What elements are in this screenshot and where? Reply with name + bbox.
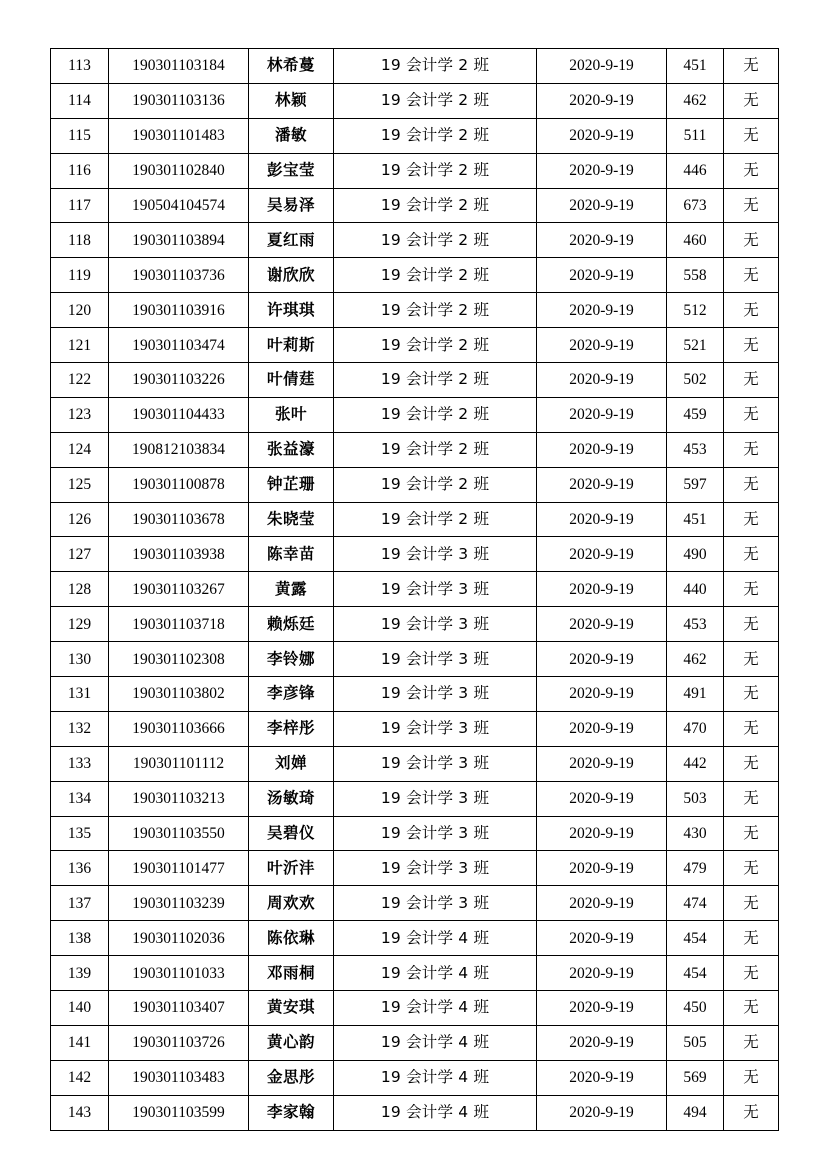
cell-student-id: 190301103407 [109, 991, 249, 1026]
cell-sequence-number: 134 [51, 781, 109, 816]
cell-score: 558 [667, 258, 724, 293]
table-row [51, 1025, 779, 1060]
cell-student-id: 190812103834 [109, 432, 249, 467]
table-row [51, 886, 779, 921]
cell-date: 2020-9-19 [537, 293, 667, 328]
cell-student-id: 190301100878 [109, 467, 249, 502]
cell-class-name: 19 会计学 2 班 [334, 83, 537, 118]
table-row [51, 677, 779, 712]
cell-class-name: 19 会计学 4 班 [334, 991, 537, 1026]
cell-date: 2020-9-19 [537, 746, 667, 781]
cell-class-name: 19 会计学 4 班 [334, 1025, 537, 1060]
cell-score: 453 [667, 432, 724, 467]
cell-remark: 无 [724, 502, 779, 537]
cell-score: 474 [667, 886, 724, 921]
cell-remark: 无 [724, 83, 779, 118]
cell-student-id: 190301103736 [109, 258, 249, 293]
cell-date: 2020-9-19 [537, 642, 667, 677]
cell-student-name: 张叶 [249, 397, 334, 432]
cell-remark: 无 [724, 467, 779, 502]
cell-date: 2020-9-19 [537, 363, 667, 398]
cell-class-name: 19 会计学 2 班 [334, 118, 537, 153]
cell-student-name: 朱晓莹 [249, 502, 334, 537]
cell-student-name: 夏红雨 [249, 223, 334, 258]
cell-remark: 无 [724, 118, 779, 153]
cell-student-name: 吴碧仪 [249, 816, 334, 851]
cell-score: 503 [667, 781, 724, 816]
cell-score: 454 [667, 921, 724, 956]
cell-remark: 无 [724, 258, 779, 293]
cell-sequence-number: 139 [51, 956, 109, 991]
cell-date: 2020-9-19 [537, 1060, 667, 1095]
table-row [51, 991, 779, 1026]
cell-student-id: 190301103226 [109, 363, 249, 398]
cell-sequence-number: 113 [51, 49, 109, 84]
cell-date: 2020-9-19 [537, 49, 667, 84]
table-row [51, 293, 779, 328]
table-row [51, 432, 779, 467]
cell-remark: 无 [724, 432, 779, 467]
cell-student-id: 190301103894 [109, 223, 249, 258]
cell-student-name: 潘敏 [249, 118, 334, 153]
cell-score: 451 [667, 49, 724, 84]
cell-score: 450 [667, 991, 724, 1026]
cell-class-name: 19 会计学 4 班 [334, 1095, 537, 1130]
cell-class-name: 19 会计学 3 班 [334, 781, 537, 816]
cell-sequence-number: 119 [51, 258, 109, 293]
cell-student-name: 周欢欢 [249, 886, 334, 921]
cell-class-name: 19 会计学 3 班 [334, 711, 537, 746]
table-row [51, 607, 779, 642]
cell-class-name: 19 会计学 2 班 [334, 223, 537, 258]
cell-remark: 无 [724, 711, 779, 746]
cell-score: 521 [667, 328, 724, 363]
roster-table-container [50, 48, 778, 1131]
cell-student-id: 190301102840 [109, 153, 249, 188]
cell-score: 597 [667, 467, 724, 502]
cell-score: 459 [667, 397, 724, 432]
cell-remark: 无 [724, 223, 779, 258]
cell-remark: 无 [724, 1095, 779, 1130]
table-row [51, 711, 779, 746]
cell-score: 470 [667, 711, 724, 746]
cell-student-name: 陈依琳 [249, 921, 334, 956]
table-row [51, 956, 779, 991]
cell-date: 2020-9-19 [537, 153, 667, 188]
table-row [51, 467, 779, 502]
cell-remark: 无 [724, 49, 779, 84]
cell-sequence-number: 116 [51, 153, 109, 188]
table-row [51, 781, 779, 816]
cell-student-id: 190301104433 [109, 397, 249, 432]
cell-date: 2020-9-19 [537, 258, 667, 293]
cell-date: 2020-9-19 [537, 781, 667, 816]
cell-student-id: 190301103474 [109, 328, 249, 363]
table-row [51, 851, 779, 886]
cell-student-name: 李梓彤 [249, 711, 334, 746]
cell-date: 2020-9-19 [537, 677, 667, 712]
cell-student-id: 190301102036 [109, 921, 249, 956]
cell-score: 569 [667, 1060, 724, 1095]
cell-sequence-number: 124 [51, 432, 109, 467]
cell-student-name: 李家翰 [249, 1095, 334, 1130]
cell-class-name: 19 会计学 3 班 [334, 572, 537, 607]
cell-student-id: 190301103136 [109, 83, 249, 118]
cell-class-name: 19 会计学 3 班 [334, 537, 537, 572]
cell-student-id: 190504104574 [109, 188, 249, 223]
table-row [51, 118, 779, 153]
table-row [51, 502, 779, 537]
cell-student-id: 190301103938 [109, 537, 249, 572]
cell-score: 505 [667, 1025, 724, 1060]
cell-sequence-number: 117 [51, 188, 109, 223]
cell-student-name: 李彦锋 [249, 677, 334, 712]
cell-remark: 无 [724, 642, 779, 677]
cell-student-name: 陈幸苗 [249, 537, 334, 572]
table-row [51, 83, 779, 118]
cell-sequence-number: 118 [51, 223, 109, 258]
cell-student-id: 190301101483 [109, 118, 249, 153]
cell-score: 454 [667, 956, 724, 991]
table-row [51, 223, 779, 258]
cell-score: 462 [667, 642, 724, 677]
cell-date: 2020-9-19 [537, 118, 667, 153]
cell-student-id: 190301103666 [109, 711, 249, 746]
cell-class-name: 19 会计学 2 班 [334, 432, 537, 467]
cell-sequence-number: 128 [51, 572, 109, 607]
table-row [51, 397, 779, 432]
cell-remark: 无 [724, 607, 779, 642]
cell-sequence-number: 142 [51, 1060, 109, 1095]
table-row [51, 49, 779, 84]
table-row [51, 642, 779, 677]
cell-sequence-number: 140 [51, 991, 109, 1026]
cell-student-name: 汤敏琦 [249, 781, 334, 816]
cell-student-id: 190301103718 [109, 607, 249, 642]
cell-remark: 无 [724, 293, 779, 328]
cell-class-name: 19 会计学 4 班 [334, 921, 537, 956]
cell-date: 2020-9-19 [537, 851, 667, 886]
table-row [51, 258, 779, 293]
cell-student-name: 黄心韵 [249, 1025, 334, 1060]
roster-table-body [51, 49, 779, 1131]
cell-class-name: 19 会计学 3 班 [334, 886, 537, 921]
cell-score: 462 [667, 83, 724, 118]
cell-student-id: 190301103550 [109, 816, 249, 851]
cell-score: 512 [667, 293, 724, 328]
cell-score: 490 [667, 537, 724, 572]
cell-sequence-number: 127 [51, 537, 109, 572]
cell-class-name: 19 会计学 2 班 [334, 363, 537, 398]
cell-date: 2020-9-19 [537, 607, 667, 642]
cell-remark: 无 [724, 363, 779, 398]
cell-score: 502 [667, 363, 724, 398]
cell-score: 446 [667, 153, 724, 188]
table-row [51, 188, 779, 223]
cell-student-id: 190301103483 [109, 1060, 249, 1095]
table-row [51, 537, 779, 572]
cell-remark: 无 [724, 781, 779, 816]
cell-date: 2020-9-19 [537, 816, 667, 851]
cell-sequence-number: 114 [51, 83, 109, 118]
cell-date: 2020-9-19 [537, 397, 667, 432]
cell-sequence-number: 122 [51, 363, 109, 398]
cell-class-name: 19 会计学 2 班 [334, 49, 537, 84]
cell-class-name: 19 会计学 3 班 [334, 816, 537, 851]
cell-student-name: 叶倩莛 [249, 363, 334, 398]
cell-student-id: 190301102308 [109, 642, 249, 677]
cell-student-name: 叶沂沣 [249, 851, 334, 886]
cell-date: 2020-9-19 [537, 886, 667, 921]
cell-class-name: 19 会计学 3 班 [334, 607, 537, 642]
cell-score: 453 [667, 607, 724, 642]
cell-sequence-number: 125 [51, 467, 109, 502]
cell-student-name: 林颖 [249, 83, 334, 118]
cell-remark: 无 [724, 537, 779, 572]
cell-student-name: 许琪琪 [249, 293, 334, 328]
cell-date: 2020-9-19 [537, 921, 667, 956]
table-row [51, 746, 779, 781]
cell-class-name: 19 会计学 3 班 [334, 642, 537, 677]
cell-remark: 无 [724, 886, 779, 921]
cell-student-id: 190301103213 [109, 781, 249, 816]
table-row [51, 328, 779, 363]
cell-sequence-number: 135 [51, 816, 109, 851]
cell-student-name: 邓雨桐 [249, 956, 334, 991]
cell-student-name: 张益濠 [249, 432, 334, 467]
cell-remark: 无 [724, 1025, 779, 1060]
cell-score: 494 [667, 1095, 724, 1130]
cell-student-id: 190301103726 [109, 1025, 249, 1060]
cell-date: 2020-9-19 [537, 83, 667, 118]
cell-sequence-number: 115 [51, 118, 109, 153]
cell-student-id: 190301103184 [109, 49, 249, 84]
cell-sequence-number: 138 [51, 921, 109, 956]
cell-remark: 无 [724, 397, 779, 432]
cell-date: 2020-9-19 [537, 1095, 667, 1130]
cell-student-name: 黄露 [249, 572, 334, 607]
cell-class-name: 19 会计学 2 班 [334, 502, 537, 537]
cell-remark: 无 [724, 991, 779, 1026]
cell-date: 2020-9-19 [537, 432, 667, 467]
cell-class-name: 19 会计学 2 班 [334, 328, 537, 363]
cell-sequence-number: 136 [51, 851, 109, 886]
table-row [51, 363, 779, 398]
cell-remark: 无 [724, 677, 779, 712]
cell-student-id: 190301101477 [109, 851, 249, 886]
cell-date: 2020-9-19 [537, 1025, 667, 1060]
cell-sequence-number: 132 [51, 711, 109, 746]
cell-class-name: 19 会计学 2 班 [334, 188, 537, 223]
cell-student-name: 谢欣欣 [249, 258, 334, 293]
cell-student-name: 彭宝莹 [249, 153, 334, 188]
cell-remark: 无 [724, 188, 779, 223]
cell-student-id: 190301103267 [109, 572, 249, 607]
cell-student-name: 李铃娜 [249, 642, 334, 677]
cell-date: 2020-9-19 [537, 223, 667, 258]
cell-student-name: 刘婵 [249, 746, 334, 781]
cell-score: 491 [667, 677, 724, 712]
cell-remark: 无 [724, 572, 779, 607]
cell-date: 2020-9-19 [537, 991, 667, 1026]
cell-remark: 无 [724, 153, 779, 188]
cell-student-id: 190301103802 [109, 677, 249, 712]
table-row [51, 1060, 779, 1095]
cell-date: 2020-9-19 [537, 502, 667, 537]
cell-sequence-number: 141 [51, 1025, 109, 1060]
cell-class-name: 19 会计学 3 班 [334, 851, 537, 886]
cell-date: 2020-9-19 [537, 188, 667, 223]
cell-class-name: 19 会计学 2 班 [334, 153, 537, 188]
cell-remark: 无 [724, 921, 779, 956]
cell-student-name: 吴易泽 [249, 188, 334, 223]
cell-score: 451 [667, 502, 724, 537]
cell-sequence-number: 121 [51, 328, 109, 363]
cell-date: 2020-9-19 [537, 711, 667, 746]
cell-score: 430 [667, 816, 724, 851]
cell-class-name: 19 会计学 4 班 [334, 956, 537, 991]
cell-student-name: 赖烁廷 [249, 607, 334, 642]
cell-student-name: 金思彤 [249, 1060, 334, 1095]
cell-student-name: 钟芷珊 [249, 467, 334, 502]
cell-date: 2020-9-19 [537, 467, 667, 502]
cell-student-id: 190301103916 [109, 293, 249, 328]
cell-student-id: 190301103599 [109, 1095, 249, 1130]
cell-remark: 无 [724, 851, 779, 886]
cell-class-name: 19 会计学 2 班 [334, 258, 537, 293]
cell-student-id: 190301101112 [109, 746, 249, 781]
cell-remark: 无 [724, 956, 779, 991]
cell-student-name: 黄安琪 [249, 991, 334, 1026]
cell-sequence-number: 131 [51, 677, 109, 712]
cell-sequence-number: 130 [51, 642, 109, 677]
cell-sequence-number: 143 [51, 1095, 109, 1130]
table-row [51, 816, 779, 851]
cell-student-id: 190301101033 [109, 956, 249, 991]
cell-class-name: 19 会计学 3 班 [334, 746, 537, 781]
table-row [51, 1095, 779, 1130]
cell-date: 2020-9-19 [537, 328, 667, 363]
cell-student-id: 190301103239 [109, 886, 249, 921]
cell-score: 460 [667, 223, 724, 258]
cell-class-name: 19 会计学 4 班 [334, 1060, 537, 1095]
cell-score: 440 [667, 572, 724, 607]
cell-class-name: 19 会计学 2 班 [334, 397, 537, 432]
cell-date: 2020-9-19 [537, 572, 667, 607]
cell-remark: 无 [724, 328, 779, 363]
cell-sequence-number: 129 [51, 607, 109, 642]
cell-student-id: 190301103678 [109, 502, 249, 537]
cell-score: 479 [667, 851, 724, 886]
table-row [51, 921, 779, 956]
student-roster-table [50, 48, 779, 1131]
cell-sequence-number: 126 [51, 502, 109, 537]
table-row [51, 572, 779, 607]
cell-sequence-number: 133 [51, 746, 109, 781]
cell-date: 2020-9-19 [537, 537, 667, 572]
cell-date: 2020-9-19 [537, 956, 667, 991]
cell-sequence-number: 120 [51, 293, 109, 328]
cell-score: 511 [667, 118, 724, 153]
cell-class-name: 19 会计学 3 班 [334, 677, 537, 712]
cell-score: 442 [667, 746, 724, 781]
cell-remark: 无 [724, 1060, 779, 1095]
cell-sequence-number: 123 [51, 397, 109, 432]
cell-remark: 无 [724, 746, 779, 781]
cell-student-name: 叶莉斯 [249, 328, 334, 363]
table-row [51, 153, 779, 188]
cell-class-name: 19 会计学 2 班 [334, 293, 537, 328]
cell-sequence-number: 137 [51, 886, 109, 921]
cell-student-name: 林希蔓 [249, 49, 334, 84]
cell-remark: 无 [724, 816, 779, 851]
cell-score: 673 [667, 188, 724, 223]
cell-class-name: 19 会计学 2 班 [334, 467, 537, 502]
